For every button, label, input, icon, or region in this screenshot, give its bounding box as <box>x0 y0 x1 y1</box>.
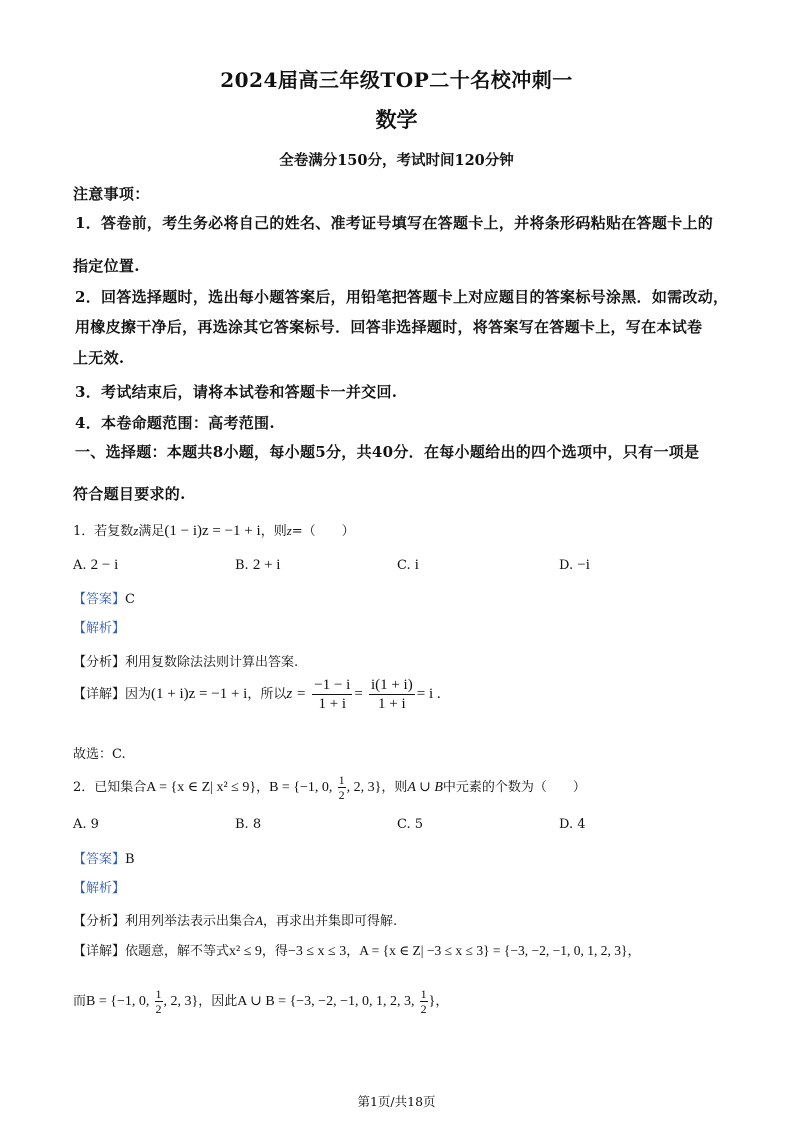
notes-heading: 注意事项： <box>73 185 150 203</box>
q1-answer: 【答案】C <box>73 592 135 607</box>
exam-info: 全卷满分150分，考试时间120分钟 <box>279 152 514 169</box>
note-2-line-3: 上无效. <box>73 349 125 367</box>
q1-option-b: B. 2 + i <box>235 557 281 573</box>
q1-option-c: C. i <box>397 557 419 573</box>
question-1-stem: 1．若复数z满足(1 − i)z = −1 + i，则z=（ ） <box>73 523 355 539</box>
question-2-stem: 2．已知集合A = {x ∈ Z| x² ≤ 9}，B = {−1, 0, $\frac{1}{2}$ , 2, 3}，则A ∪ B中元素的个数为（ ） <box>73 773 586 802</box>
note-4: 4．本卷命题范围：高考范围. <box>75 414 275 432</box>
section-1-line-2: 符合题目要求的. <box>73 485 186 503</box>
q2-option-c: C. 5 <box>397 817 424 832</box>
q2-option-b: B. 8 <box>235 817 262 832</box>
subject-title: 数学 <box>375 107 418 132</box>
exam-title: 2024届高三年级TOP二十名校冲刺一 <box>220 68 573 92</box>
section-1-line-1: 一、选择题：本题共8小题，每小题5分，共40分．在每小题给出的四个选项中，只有一项是 <box>75 443 700 461</box>
q1-conclusion: 故选：C. <box>73 747 126 762</box>
q2-half-fraction-2: $\frac{1}{2}$ <box>155 987 162 1016</box>
q1-analysis-tag: 【解析】 <box>73 621 126 636</box>
q1-fraction-1: $\frac{-1 - i}{1 + i}$ <box>314 677 351 712</box>
note-2-line-2: 用橡皮擦干净后，再选涂其它答案标号．回答非选择题时，将答案写在答题卡上，写在本试卷 <box>75 318 703 336</box>
q2-detail-line-1: 【详解】依题意，解不等式x² ≤ 9，得−3 ≤ x ≤ 3，A = {x ∈ Z| −3 ≤ x ≤ 3} = {−3, −2, −1, 0, 1, 2, 3}， <box>73 943 641 959</box>
q1-option-a: A. 2 − i <box>73 557 119 573</box>
q1-fenxi: 【分析】利用复数除法法则计算出答案. <box>73 655 299 670</box>
q1-option-d: D. −i <box>559 557 590 573</box>
note-1-line-2: 指定位置. <box>73 257 140 275</box>
q2-option-d: D. 4 <box>559 817 586 832</box>
q2-fenxi: 【分析】利用列举法表示出集合A，再求出并集即可得解. <box>73 913 398 929</box>
q2-half-fraction-3: $\frac{1}{2}$ <box>420 987 427 1016</box>
q2-half-fraction: $\frac{1}{2}$ <box>338 773 345 802</box>
q1-fraction-2: $\frac{i(1 + i)}{1 + i}$ <box>370 677 413 712</box>
q2-detail-line-2: 而B = {−1, 0, $\frac{1}{2}$ , 2, 3}，因此A ∪ B = {−3, −2, −1, 0, 1, 2, 3, $\frac{1}{2}$ }， <box>73 987 449 1016</box>
q2-answer: 【答案】B <box>73 852 135 867</box>
q2-option-a: A. 9 <box>73 817 99 832</box>
note-3: 3．考试结束后，请将本试卷和答题卡一并交回. <box>75 383 398 401</box>
note-2-line-1: 2．回答选择题时，选出每小题答案后，用铅笔把答题卡上对应题目的答案标号涂黑．如需改动， <box>75 288 729 306</box>
q1-detail: 【详解】因为(1 + i)z = −1 + i，所以z = $\frac{-1 - i}{1 + i}$ = $\frac{i(1 + i)}{1 + i}$ = i . <box>73 677 441 712</box>
page-footer: 第1页/共18页 <box>357 1094 436 1109</box>
note-1-line-1: 1．答卷前，考生务必将自己的姓名、准考证号填写在答题卡上，并将条形码粘贴在答题卡上的 <box>75 214 714 232</box>
q2-analysis-tag: 【解析】 <box>73 881 126 896</box>
